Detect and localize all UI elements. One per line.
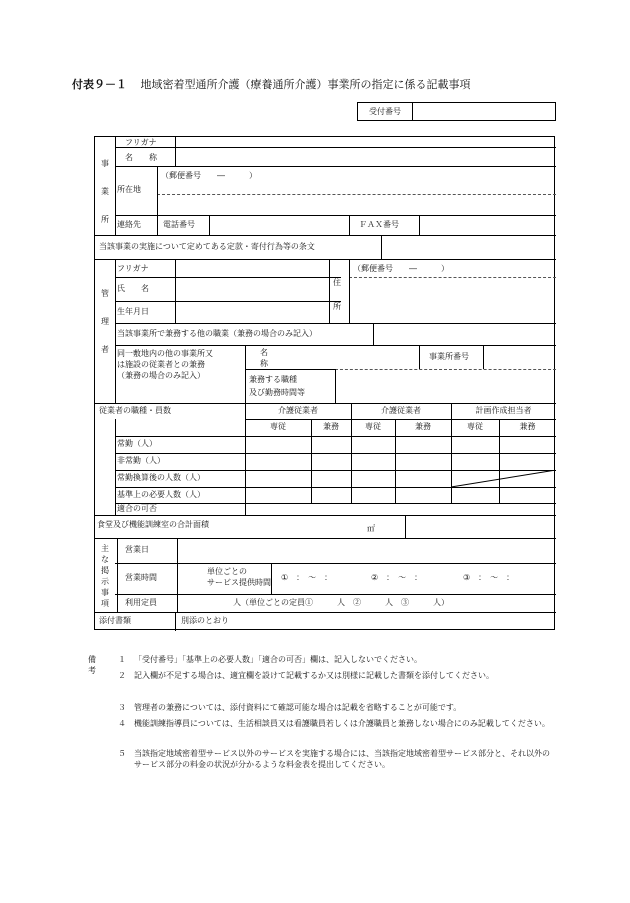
- area-label: 食堂及び機能訓練室の合計面積: [97, 520, 209, 529]
- manager-name-label: 氏 名: [117, 284, 149, 293]
- staff-row-fte: 常勤換算後の人数（人）: [117, 473, 205, 482]
- manager-office-number-label: 事業所番号: [429, 352, 469, 361]
- office-postal-label: （郵便番号 ― ）: [161, 171, 257, 180]
- diagonal-line: [451, 470, 556, 487]
- staff-group-3: 計画作成担当者: [475, 406, 532, 415]
- attachment-label: 添付書類: [99, 616, 131, 625]
- office-fax-label: ＦＡＸ番号: [359, 220, 399, 229]
- manager-site-name-label: 名 称: [260, 348, 268, 368]
- area-unit: ㎡: [367, 524, 375, 533]
- receipt-number-label: 受付番号: [358, 103, 413, 120]
- time-slot-1: ① ： ～ ：: [281, 573, 333, 582]
- form-title: [72, 76, 471, 92]
- staff-row-fulltime: 常勤（人）: [117, 439, 157, 448]
- staff-sub-4: 兼務: [415, 422, 431, 431]
- office-contact-label: 連絡先: [117, 220, 141, 229]
- staff-row-required: 基準上の必要人数（人）: [117, 490, 205, 499]
- capacity-label: 利用定員: [125, 598, 157, 607]
- notes-head: 備考: [88, 655, 96, 675]
- application-form-table: [94, 136, 555, 630]
- manager-other-job-label: 当該事業所で兼務する他の職業（兼務の場合のみ記入）: [117, 329, 317, 338]
- office-location-label: 所在地: [117, 185, 141, 194]
- manager-address-label: 住 所: [333, 278, 341, 311]
- staff-group-1: 介護従業者: [278, 406, 318, 415]
- manager-postal-label: （郵便番号 ― ）: [353, 264, 449, 273]
- form-number: 付表９－１: [72, 78, 127, 91]
- office-side-label: 事 業 所: [101, 159, 109, 224]
- staff-sub-6: 兼務: [519, 422, 536, 431]
- receipt-number-box: [357, 102, 556, 121]
- capacity-text: 人（単位ごとの定員① 人 ② 人 ③ 人）: [233, 598, 449, 607]
- staff-header-label: 従業者の職種・員数: [99, 406, 171, 415]
- manager-furigana-label: フリガナ: [117, 264, 149, 273]
- items-side-label: 主 な 掲 示 事 項: [101, 544, 109, 608]
- staff-row-parttime: 非常勤（人）: [117, 456, 165, 465]
- office-name-label: 名 称: [125, 153, 157, 162]
- staff-group-2: 介護従業者: [381, 406, 421, 415]
- business-hours-label: 営業時間: [125, 573, 157, 582]
- attachment-value: 別添のとおり: [181, 616, 229, 625]
- staff-row-compliance: 適合の可否: [117, 504, 157, 513]
- staff-sub-5: 専従: [467, 422, 483, 431]
- office-furigana-label: フリガナ: [125, 138, 157, 147]
- time-slot-2: ② ： ～ ：: [371, 573, 423, 582]
- staff-sub-2: 兼務: [323, 422, 339, 431]
- manager-birth-label: 生年月日: [117, 307, 149, 316]
- manager-same-site-label: 同一敷地内の他の事業所又 は施設の従業者との兼務 （兼務の場合のみ記入）: [117, 349, 213, 380]
- unit-time-label: 単位ごとの サービス提供時間: [207, 567, 271, 587]
- office-tel-label: 電話番号: [163, 220, 195, 229]
- time-slot-3: ③ ： ～ ：: [463, 573, 515, 582]
- staff-sub-3: 専従: [365, 422, 381, 431]
- form-title-text: 地域密着型通所介護（療養通所介護）事業所の指定に係る記載事項: [140, 78, 471, 91]
- articles-label: 当該事業の実施について定めてある定款・寄付行為等の条文: [99, 242, 315, 251]
- business-days-label: 営業日: [125, 545, 149, 554]
- staff-sub-1: 専従: [270, 422, 286, 431]
- manager-concurrent-label: 兼務する職種 及び勤務時間等: [249, 375, 305, 397]
- manager-side-label: 管 理 者: [101, 289, 109, 354]
